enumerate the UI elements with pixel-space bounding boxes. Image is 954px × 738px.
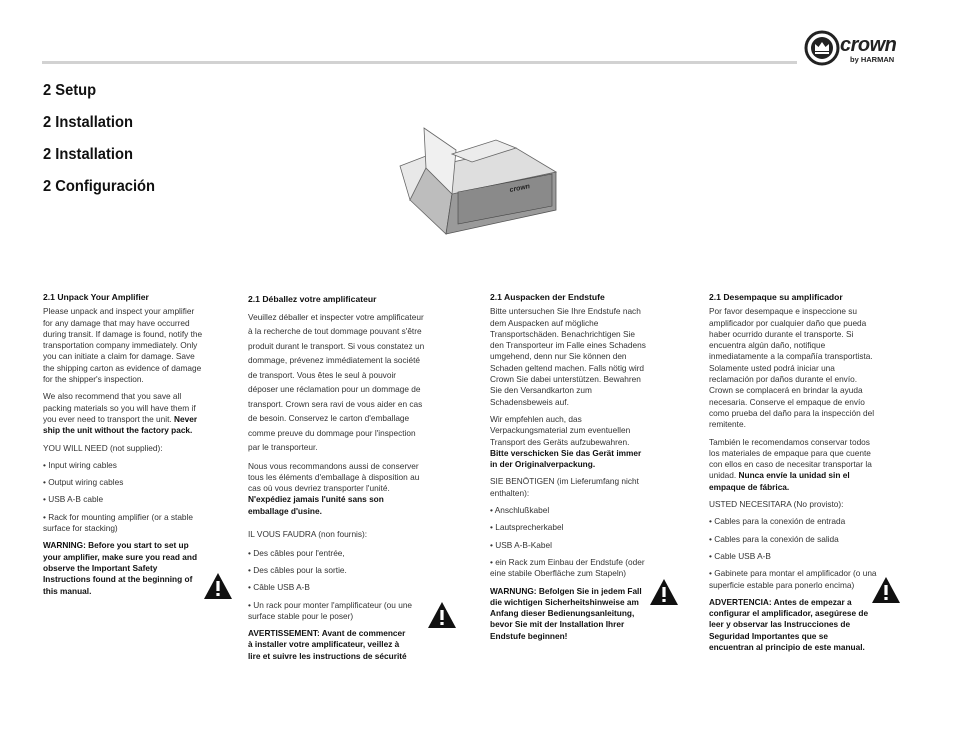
column-spanish	[709, 292, 879, 659]
column-german	[490, 292, 648, 648]
list-item: • Rack for mounting amplifier (or a stable surface for stacking)	[43, 511, 194, 534]
list-item: • Des câbles pour la sortie.	[248, 564, 347, 575]
warning-text: WARNUNG: Befolgen Sie in jedem Fall die wichtigen Sicherheitshinweise am Anfang dieser Bedienungsanleitung, bevor Sie mit der Installation Ihrer Endstufe beginnen!	[490, 585, 642, 641]
need-heading: IL VOUS FAUDRA (non fournis):	[248, 529, 368, 540]
paragraph: Bitte untersuchen Sie Ihre Endstufe nach dem Auspacken auf mögliche Transportschäden. Benachrichtigen Sie den Transporteur im Falle eines Schadens umgehend, denn nur Sie können den Schaden geltend machen. Falls nötig wird Crown Sie dabei unterstützen. Bewahren Sie den Versandkarton zum Schadensbeweis auf.	[490, 306, 646, 407]
warning-icon	[649, 578, 679, 606]
list-item: • Cables para la conexión de entrada	[709, 516, 846, 527]
list-item: • Un rack pour monter l'amplificateur (ou une surface stable pour le poser)	[248, 599, 413, 621]
need-heading: YOU WILL NEED (not supplied):	[43, 442, 163, 453]
list-item: • ein Rack zum Einbau der Endstufe (oder eine stabile Oberfläche zum Stapeln)	[490, 556, 645, 579]
paragraph: We also recommend that you save all packing materials so you will have them if you ever need to transport the unit. Never ship the unit without the factory pack.	[43, 391, 198, 436]
crown-logo	[802, 30, 932, 70]
header-rule	[42, 61, 797, 64]
list-item: • USB A-B-Kabel	[490, 539, 552, 550]
warning-icon	[203, 572, 233, 600]
shipping-box-illustration	[396, 126, 560, 238]
list-item: • Cable USB A-B	[709, 550, 771, 561]
paragraph: Nous vous recommandons aussi de conserver tous les éléments d'emballage à disposition au cas où vous devriez transporter l'unité. N'expédiez jamais l'unité sans son emballage d'usine.	[248, 460, 420, 516]
paragraph: Por favor desempaque e inspeccione su amplificador por cualquier daño que pueda haber ocurrido durante el transporte. Si encuentra algún daño, notifique inmediatamente a la compañía transportista. Solamente usted podrá iniciar una reclamación por daños durante el envío. Crown se complacerá en brindar la ayuda necesaria. Conserve el empaque de envío como prueba del daño para la inspección del remitente.	[709, 306, 875, 430]
list-item: • Input wiring cables	[43, 459, 117, 470]
column-french	[248, 292, 426, 668]
warning-icon	[427, 601, 457, 629]
warning-text: ADVERTENCIA: Antes de empezar a configurar el amplificador, asegúrese de leer y observar las Instrucciones de Seguridad Importantes que se encuentran al principio de este manual.	[709, 596, 869, 653]
logo-sub: by HARMAN	[850, 55, 895, 64]
heading-spanish: 2 Configuración	[43, 178, 156, 195]
paragraph: Please unpack and inspect your amplifier for any damage that may have occurred during transit. If damage is found, notify the transportation company immediately. Only you can initiate a claim for damage. Save the shipping carton as evidence of damage for the shipper's inspection.	[43, 306, 203, 385]
list-item: • Des câbles pour l'entrée,	[248, 547, 345, 558]
warning-icon	[871, 576, 901, 604]
paragraph: Veuillez déballer et inspecter votre amplificateur à la recherche de tout dommage pouvant s'être produit durant le transport. Si vous constatez un dommage, prévenez immédiatement la société de transport. Vous êtes le seul à pouvoir déposer une réclamation pour un dommage de transport. Crown sera ravi de vous aider en cas de besoin. Conservez le carton d'emballage comme preuve du dommage pour l'inspection par le transporteur.	[248, 311, 425, 453]
list-item: • Cables para la conexión de salida	[709, 533, 839, 544]
need-heading: SIE BENÖTIGEN (im Lieferumfang nicht enthalten):	[490, 476, 639, 498]
list-item: • Lautsprecherkabel	[490, 522, 564, 533]
column-title: 2.1 Desempaque su amplificador	[709, 292, 843, 302]
column-title: 2.1 Unpack Your Amplifier	[43, 292, 149, 302]
warning-text: WARNING: Before you start to set up your amplifier, make sure you read and observe the Important Safety Instructions found at the beginning of this manual.	[43, 540, 198, 596]
heading-english: 2 Setup	[43, 82, 97, 99]
list-item: • USB A-B cable	[43, 494, 104, 505]
warning-text: AVERTISSEMENT: Avant de commencer à installer votre amplificateur, veillez à lire et suivre les instructions de sécurité	[248, 628, 407, 661]
logo-brand: crown	[840, 34, 897, 56]
list-item: • Output wiring cables	[43, 477, 124, 488]
heading-german: 2 Installation	[43, 146, 133, 163]
paragraph: También le recomendamos conservar todos los materiales de empaque para que cuente con ellos en caso de necesitar transportar la unidad. Nunca envíe la unidad sin el empaque de fábrica.	[709, 436, 872, 492]
column-english	[43, 292, 203, 603]
paragraph: Wir empfehlen auch, das Verpackungsmaterial zum eventuellen Transport des Geräts aufzubewahren. Bitte verschicken Sie das Gerät immer in der Originalverpackung.	[490, 413, 642, 470]
column-title: 2.1 Auspacken der Endstufe	[490, 292, 605, 302]
product-label-text: crown	[509, 183, 531, 194]
heading-french: 2 Installation	[43, 114, 133, 131]
list-item: • Câble USB A-B	[248, 582, 310, 593]
need-heading: USTED NECESITARA (No provisto):	[709, 499, 844, 510]
column-title: 2.1 Déballez votre amplificateur	[248, 294, 377, 304]
list-item: • Anschlußkabel	[490, 505, 550, 516]
list-item: • Gabinete para montar el amplificador (o una superficie estable para ponerlo encima)	[709, 568, 877, 590]
